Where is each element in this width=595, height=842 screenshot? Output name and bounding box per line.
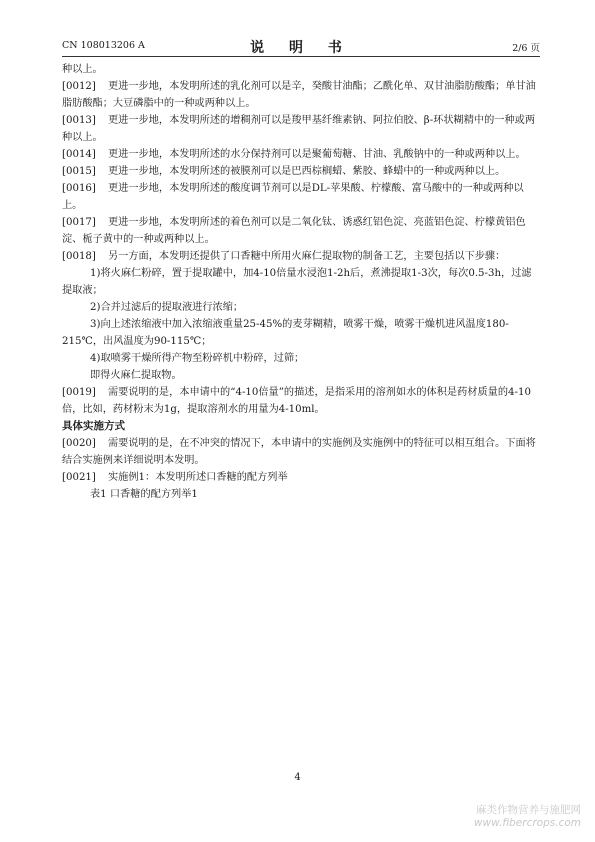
page-number: 4: [294, 772, 301, 783]
paragraph-text: 更进一步地，本发明所述的被膜剂可以是巴西棕榈蜡、紫胶、蜂蜡中的一种或两种以上。: [108, 166, 506, 177]
watermark-url: www.fibercrops.com: [473, 817, 581, 829]
watermark-title: 麻类作物营养与施肥网: [476, 804, 581, 816]
paragraph-0014: [62, 146, 540, 163]
paragraph-tag: [0014]: [62, 149, 96, 160]
paragraph-tag: [0013]: [62, 115, 96, 126]
paragraph-tag: [0021]: [62, 472, 96, 483]
paragraph-0016: [62, 180, 540, 214]
paragraph-text: 更进一步地，本发明所述的酸度调节剂可以是DL-苹果酸、柠檬酸、富马酸中的一种或两种以上。: [62, 183, 524, 211]
step-1: 1)将火麻仁粉碎，置于提取罐中，加4-10倍量水浸泡1-2h后，煮沸提取1-3次，每次0.5-3h，过滤提取液；: [62, 268, 532, 296]
page-title: 说 明 书: [250, 40, 352, 56]
paragraph-tag: [0017]: [62, 217, 96, 228]
paragraph-text: 另一方面，本发明还提供了口香糖中所用火麻仁提取物的制备工艺，主要包括以下步骤：: [108, 251, 506, 262]
paragraph-text: 更进一步地，本发明所述的水分保持剂可以是聚葡萄糖、甘油、乳酸钠中的一种或两种以上。: [108, 149, 526, 160]
header-divider: [62, 56, 540, 57]
site-watermark: [474, 804, 581, 830]
paragraph-0019: [62, 384, 540, 418]
paragraph-text: 更进一步地，本发明所述的着色剂可以是二氧化钛、诱惑红铝色淀、亮蓝铝色淀、柠檬黄铝色淀、栀子黄中的一种或两种以上。: [62, 217, 526, 245]
paragraph-tag: [0018]: [62, 251, 96, 262]
paragraph-0018: [62, 248, 540, 265]
paragraph-tag: [0015]: [62, 166, 96, 177]
section-heading: 具体实施方式: [62, 420, 125, 432]
paragraph-0012: [62, 78, 540, 112]
step-3: 3)向上述浓缩液中加入浓缩液重量25-45%的麦芽糊精，喷雾干燥，喷雾干燥机进风温度180-215℃，出风温度为90-115℃；: [62, 319, 509, 347]
step-2: 2)合并过滤后的提取液进行浓缩；: [90, 302, 244, 313]
paragraph-0013: [62, 112, 540, 146]
paragraph-continuation: 种以上。: [62, 64, 103, 75]
paragraph-text: 需要说明的是，在不冲突的情况下，本申请中的实施例及实施例中的特征可以相互组合。下面将结合实施例来详细说明本发明。: [62, 438, 536, 466]
paragraph-text: 需要说明的是，本申请中的“4-10倍量”的描述，是指采用的溶剂如水的体积是药材质量的4-10倍，比如，药材粉末为1g，提取溶剂水的用量为4-10ml。: [62, 387, 531, 415]
paragraph-tag: [0019]: [62, 387, 96, 398]
doc-number: CN 108013206 A: [62, 40, 145, 51]
paragraph-tag: [0016]: [62, 183, 96, 194]
paragraph-tag: [0012]: [62, 81, 96, 92]
paragraph-text: 实施例1：本发明所述口香糖的配方列举: [108, 472, 288, 483]
paragraph-text: 更进一步地，本发明所述的乳化剂可以是辛，癸酸甘油酯；乙酰化单、双甘油脂肪酸酯；单甘油脂肪酸酯；大豆磷脂中的一种或两种以上。: [62, 81, 536, 109]
page-info: 2/6 页: [512, 43, 540, 54]
paragraph-0021: [62, 469, 540, 486]
paragraph-0017: [62, 214, 540, 248]
table-caption: 表1 口香糖的配方列举1: [90, 489, 198, 500]
paragraph-tag: [0020]: [62, 438, 96, 449]
step-4: 4)取喷雾干燥所得产物至粉碎机中粉碎，过筛；: [90, 353, 305, 364]
page-header: [62, 37, 540, 56]
document-body: [62, 61, 540, 503]
paragraph-0015: [62, 163, 540, 180]
step-result: 即得火麻仁提取物。: [90, 370, 182, 381]
paragraph-text: 更进一步地，本发明所述的增稠剂可以是羧甲基纤维素钠、阿拉伯胶、β-环状糊精中的一种或两种以上。: [62, 115, 536, 143]
paragraph-0020: [62, 435, 540, 469]
